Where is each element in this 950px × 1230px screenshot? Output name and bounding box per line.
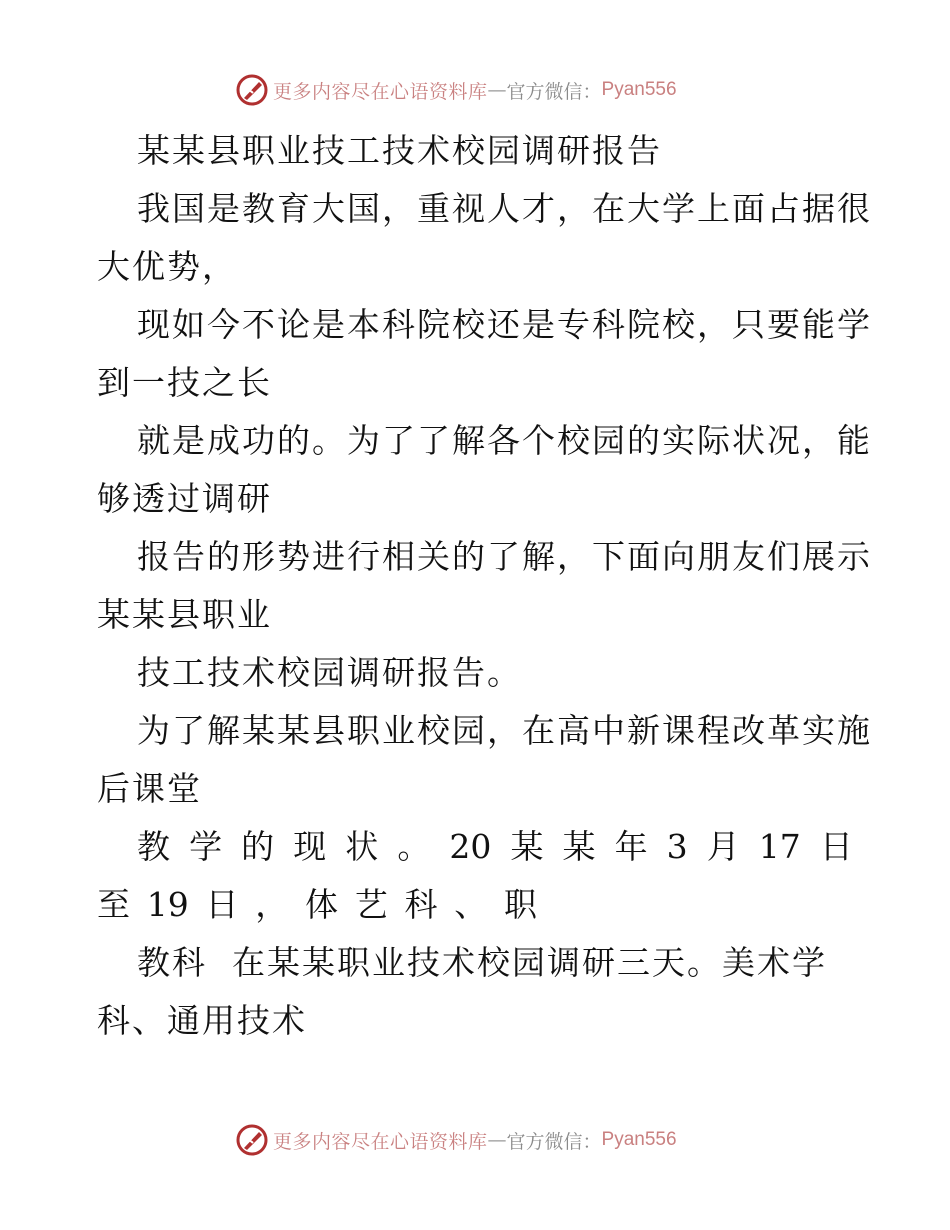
- justified-token: 。: [397, 827, 431, 866]
- banner-wechat-id: Pyan556: [601, 1129, 677, 1150]
- paragraph-line: 科、通用技术: [97, 1001, 307, 1040]
- paragraph-line: 我国是教育大国，重视人才，在大学上面占据很: [137, 189, 872, 228]
- paragraph-line: 够透过调研: [97, 479, 272, 518]
- banner-wechat-label: 官方微信：: [506, 1130, 602, 1153]
- paragraph-line: 大优势，: [97, 247, 237, 286]
- justified-token: 19: [146, 885, 189, 924]
- paragraph-line: 到一技之长: [97, 363, 272, 402]
- banner-wechat-label: 官方微信：: [506, 80, 602, 103]
- justified-token: 状: [345, 827, 379, 866]
- justified-token: 年: [614, 827, 648, 866]
- justified-token: 月: [706, 827, 740, 866]
- document-body: [97, 122, 872, 1050]
- justified-token: 日: [205, 885, 239, 924]
- justified-token: 17: [758, 827, 801, 866]
- banner-dash: —: [487, 79, 507, 101]
- justified-token: 的: [241, 827, 275, 866]
- paragraph-line: 就是成功的。为了了解各个校园的实际状况，能: [137, 421, 872, 460]
- banner-site-text: 更多内容尽在心语资料库: [273, 80, 488, 103]
- banner-wechat-id: Pyan556: [601, 79, 677, 100]
- paragraph-line: 教科 在某某职业技术校园调研三天。美术学: [137, 943, 827, 982]
- justified-token: 职: [504, 885, 537, 924]
- paragraph-line: 技工技术校园调研报告。: [137, 653, 522, 692]
- banner-site-text: 更多内容尽在心语资料库: [273, 1130, 488, 1153]
- justified-token: 某: [562, 827, 596, 866]
- justified-token: 现: [293, 827, 327, 866]
- header-watermark: [235, 72, 677, 108]
- justified-token: 体: [305, 885, 338, 924]
- footer-watermark: [235, 1122, 677, 1158]
- paragraph-line: 报告的形势进行相关的了解，下面向朋友们展示: [137, 537, 872, 576]
- justified-line: [97, 876, 537, 934]
- paragraph-line: 现如今不论是本科院校还是专科院校，只要能学: [137, 305, 872, 344]
- justified-token: 日: [819, 827, 853, 866]
- justified-token: 艺: [354, 885, 388, 924]
- justified-token: 20: [449, 827, 492, 866]
- justified-token: 、: [454, 885, 488, 924]
- justified-token: ，: [255, 885, 289, 924]
- pen-logo-icon: [235, 73, 269, 107]
- paragraph-line: 某某县职业: [97, 595, 272, 634]
- justified-token: 3: [666, 827, 688, 866]
- justified-token: 至: [97, 885, 130, 924]
- justified-token: 科: [404, 885, 438, 924]
- justified-token: 学: [189, 827, 223, 866]
- justified-line: [97, 818, 853, 876]
- paragraph-line: 为了解某某县职业校园，在高中新课程改革实施: [137, 711, 872, 750]
- justified-token: 某: [510, 827, 544, 866]
- paragraph-line: 后课堂: [97, 769, 202, 808]
- banner-dash: —: [487, 1129, 507, 1151]
- justified-token: 教: [137, 827, 170, 866]
- document-title: 某某县职业技工技术校园调研报告: [137, 131, 662, 170]
- pen-logo-icon: [235, 1123, 269, 1157]
